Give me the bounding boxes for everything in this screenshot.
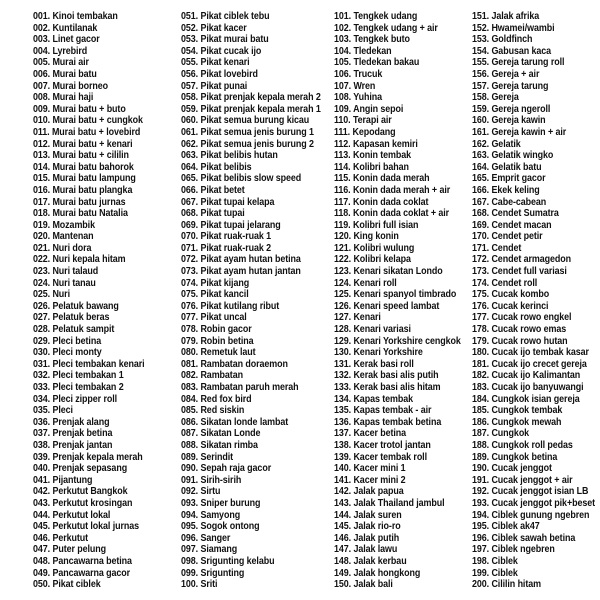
list-item: 163. Gelatik wingko xyxy=(472,150,554,162)
list-item: 177. Cucak rowo engkel xyxy=(472,312,572,324)
list-item: 066. Pikat betet xyxy=(181,184,245,196)
list-item: 162. Gelatik xyxy=(472,138,521,150)
list-item: 115. Konin dada merah xyxy=(334,173,430,185)
list-item: 155. Gereja tarung roll xyxy=(472,57,565,69)
list-item: 025. Nuri xyxy=(33,289,70,301)
list-item: 124. Kenari roll xyxy=(334,277,397,289)
list-item: 153. Goldfinch xyxy=(472,34,533,46)
list-column-1 xyxy=(33,11,163,591)
list-item: 082. Rambatan xyxy=(181,370,243,382)
list-item: 074. Pikat kijang xyxy=(181,277,250,289)
list-item: 161. Gereja kawin + air xyxy=(472,126,567,138)
list-item: 128. Kenari variasi xyxy=(334,324,411,336)
list-item: 032. Pleci tembakan 1 xyxy=(33,370,124,382)
list-column-2 xyxy=(181,11,343,591)
list-item: 174. Cendet roll xyxy=(472,277,538,289)
list-item: 152. Hwamei/wambi xyxy=(472,22,555,34)
list-item: 101. Tengkek udang xyxy=(334,11,418,22)
list-item: 142. Jalak papua xyxy=(334,486,404,498)
list-item: 039. Prenjak kepala merah xyxy=(33,451,143,463)
list-item: 042. Perkutut Bangkok xyxy=(33,486,128,498)
list-item: 068. Pikat tupai xyxy=(181,208,245,220)
list-item: 130. Kenari Yorkshire xyxy=(334,347,423,359)
list-item: 170. Cendet petir xyxy=(472,231,543,243)
list-item: 183. Cucak ijo banyuwangi xyxy=(472,382,584,393)
list-item: 013. Murai batu + cililin xyxy=(33,150,129,162)
list-item: 006. Murai batu xyxy=(33,68,97,80)
list-column-4 xyxy=(472,11,600,591)
list-item: 116. Konin dada merah + air xyxy=(334,184,451,196)
list-item: 125. Kenari spanyol timbrado xyxy=(334,289,457,301)
list-item: 010. Murai batu + cungkok xyxy=(33,115,143,127)
list-item: 147. Jalak lawu xyxy=(334,544,398,556)
list-item: 047. Puter pelung xyxy=(33,544,107,556)
list-item: 090. Sepah raja gacor xyxy=(181,463,272,475)
list-item: 132. Kerak basi alis putih xyxy=(334,370,439,382)
list-item: 043. Perkutut krosingan xyxy=(33,497,133,509)
list-item: 131. Kerak basi roll xyxy=(334,358,414,370)
list-item: 095. Sogok ontong xyxy=(181,521,260,533)
list-item: 156. Gereja + air xyxy=(472,68,540,80)
list-item: 058. Pikat prenjak kepala merah 2 xyxy=(181,92,321,104)
list-item: 056. Pikat lovebird xyxy=(181,68,258,80)
list-item: 102. Tengkek udang + air xyxy=(334,22,438,34)
list-item: 184. Cungkok isian gereja xyxy=(472,393,580,405)
list-item: 008. Murai haji xyxy=(33,92,94,104)
list-item: 038. Prenjak jantan xyxy=(33,439,113,451)
list-item: 016. Murai batu plangka xyxy=(33,184,133,196)
list-column-3 xyxy=(334,11,481,591)
list-item: 145. Jalak rio-ro xyxy=(334,521,401,533)
list-item: 050. Pikat ciblek xyxy=(33,579,101,591)
list-item: 160. Gereja kawin xyxy=(472,115,546,127)
list-item: 028. Pelatuk sampit xyxy=(33,324,115,336)
list-item: 036. Prenjak alang xyxy=(33,416,110,428)
list-item: 187. Cungkok xyxy=(472,428,530,440)
list-item: 024. Nuri tanau xyxy=(33,277,96,289)
list-item: 148. Jalak kerbau xyxy=(334,555,407,567)
list-item: 094. Samyong xyxy=(181,509,241,521)
list-item: 063. Pikat belibis hutan xyxy=(181,150,278,162)
list-item: 112. Kapasan kemiri xyxy=(334,138,418,150)
list-item: 048. Pancawarna betina xyxy=(33,555,132,567)
list-item: 017. Murai batu jurnas xyxy=(33,196,126,208)
list-item: 197. Ciblek ngebren xyxy=(472,544,555,556)
list-item: 080. Remetuk laut xyxy=(181,347,256,359)
list-item: 072. Pikat ayam hutan betina xyxy=(181,254,301,266)
list-item: 044. Perkutut lokal xyxy=(33,509,111,521)
list-item: 091. Sirih-sirih xyxy=(181,474,242,486)
list-item: 141. Kacer mini 2 xyxy=(334,474,406,486)
list-item: 079. Robin betina xyxy=(181,335,254,347)
list-item: 185. Cungkok tembak xyxy=(472,405,563,417)
list-item: 064. Pikat belibis xyxy=(181,161,252,173)
list-item: 035. Pleci xyxy=(33,405,73,417)
list-item: 081. Rambatan doraemon xyxy=(181,358,288,370)
list-item: 096. Sanger xyxy=(181,532,231,544)
list-item: 136. Kapas tembak betina xyxy=(334,416,442,428)
list-item: 107. Wren xyxy=(334,80,376,92)
list-item: 087. Sikatan Londe xyxy=(181,428,261,440)
list-item: 018. Murai batu Natalia xyxy=(33,208,128,220)
list-item: 026. Pelatuk bawang xyxy=(33,300,119,312)
list-item: 005. Murai air xyxy=(33,57,89,69)
list-item: 084. Red fox bird xyxy=(181,393,252,405)
list-item: 178. Cucak rowo emas xyxy=(472,324,567,336)
list-item: 067. Pikat tupai kelapa xyxy=(181,196,275,208)
list-item: 146. Jalak putih xyxy=(334,532,400,544)
list-item: 061. Pikat semua jenis burung 1 xyxy=(181,126,314,138)
list-item: 113. Konin tembak xyxy=(334,150,412,162)
list-item: 055. Pikat kenari xyxy=(181,57,250,69)
list-item: 073. Pikat ayam hutan jantan xyxy=(181,266,301,278)
list-item: 086. Sikatan londe lambat xyxy=(181,416,289,428)
list-item: 023. Nuri talaud xyxy=(33,266,99,278)
list-item: 139. Kacer tembak roll xyxy=(334,451,427,463)
list-item: 135. Kapas tembak - air xyxy=(334,405,432,417)
list-item: 077. Pikat uncal xyxy=(181,312,247,324)
list-item: 037. Prenjak betina xyxy=(33,428,113,440)
list-item: 137. Kacer betina xyxy=(334,428,407,440)
list-item: 144. Jalak suren xyxy=(334,509,402,521)
list-item: 122. Kolibri kelapa xyxy=(334,254,411,266)
list-item: 171. Cendet xyxy=(472,242,522,254)
list-item: 159. Gereja ngeroll xyxy=(472,103,551,115)
list-item: 089. Serindit xyxy=(181,451,234,463)
list-item: 104. Tledekan xyxy=(334,45,392,57)
list-item: 031. Pleci tembakan kenari xyxy=(33,358,145,370)
list-item: 065. Pikat belibis slow speed xyxy=(181,173,302,185)
list-item: 041. Pijantung xyxy=(33,474,93,486)
list-item: 012. Murai batu + kenari xyxy=(33,138,133,150)
list-item: 186. Cungkok mewah xyxy=(472,416,562,428)
list-item: 149. Jalak hongkong xyxy=(334,567,421,579)
list-item: 052. Pikat kacer xyxy=(181,22,247,34)
list-item: 140. Kacer mini 1 xyxy=(334,463,406,475)
list-item: 150. Jalak bali xyxy=(334,579,393,591)
list-item: 060. Pikat semua burung kicau xyxy=(181,115,310,127)
list-item: 200. Cililin hitam xyxy=(472,579,541,591)
list-item: 198. Ciblek xyxy=(472,555,518,567)
list-item: 069. Pikat tupai jelarang xyxy=(181,219,281,231)
list-item: 180. Cucak ijo tembak kasar xyxy=(472,347,589,359)
list-item: 098. Srigunting kelabu xyxy=(181,555,275,567)
list-item: 040. Prenjak sepasang xyxy=(33,463,128,475)
list-item: 158. Gereja xyxy=(472,92,519,104)
list-item: 093. Sniper burung xyxy=(181,497,261,509)
list-item: 099. Srigunting xyxy=(181,567,245,579)
list-item: 001. Kinoi tembakan xyxy=(33,11,118,22)
list-item: 127. Kenari xyxy=(334,312,381,324)
list-item: 114. Kolibri bahan xyxy=(334,161,409,173)
list-item: 014. Murai batu bahorok xyxy=(33,161,134,173)
list-item: 030. Pleci monty xyxy=(33,347,102,359)
list-item: 189. Cungkok betina xyxy=(472,451,558,463)
list-item: 151. Jalak afrika xyxy=(472,11,540,22)
list-item: 182. Cucak ijo Kalimantan xyxy=(472,370,581,382)
list-item: 118. Konin dada coklat + air xyxy=(334,208,450,220)
list-item: 191. Cucak jenggot + air xyxy=(472,474,573,486)
list-item: 172. Cendet armagedon xyxy=(472,254,572,266)
list-item: 075. Pikat kancil xyxy=(181,289,249,301)
list-item: 188. Cungkok roll pedas xyxy=(472,439,573,451)
list-item: 109. Angin sepoi xyxy=(334,103,404,115)
list-item: 003. Linet gacor xyxy=(33,34,100,46)
list-item: 103. Tengkek buto xyxy=(334,34,410,46)
list-item: 179. Cucak rowo hutan xyxy=(472,335,568,347)
list-item: 111. Kepodang xyxy=(334,126,396,138)
list-item: 049. Pancawarna gacor xyxy=(33,567,131,579)
list-item: 173. Cendet full variasi xyxy=(472,266,567,278)
list-item: 126. Kenari speed lambat xyxy=(334,300,440,312)
list-item: 020. Mantenan xyxy=(33,231,94,243)
list-item: 110. Terapi air xyxy=(334,115,392,127)
list-item: 165. Emprit gacor xyxy=(472,173,546,185)
list-item: 009. Murai batu + buto xyxy=(33,103,126,115)
list-item: 045. Perkutut lokal jurnas xyxy=(33,521,140,533)
list-item: 106. Trucuk xyxy=(334,68,383,80)
list-item: 053. Pikat murai batu xyxy=(181,34,269,46)
list-item: 004. Lyrebird xyxy=(33,45,88,57)
list-item: 092. Sirtu xyxy=(181,486,221,498)
list-item: 100. Sriti xyxy=(181,579,218,591)
list-item: 195. Ciblek ak47 xyxy=(472,521,540,533)
list-item: 097. Siamang xyxy=(181,544,238,556)
list-item: 168. Cendet Sumatra xyxy=(472,208,559,220)
list-item: 083. Rambatan paruh merah xyxy=(181,382,299,393)
list-item: 133. Kerak basi alis hitam xyxy=(334,382,441,393)
list-item: 054. Pikat cucak ijo xyxy=(181,45,262,57)
list-item: 046. Perkutut xyxy=(33,532,89,544)
list-item: 105. Tledekan bakau xyxy=(334,57,420,69)
list-item: 123. Kenari sikatan Londo xyxy=(334,266,443,278)
list-item: 196. Ciblek sawah betina xyxy=(472,532,576,544)
list-item: 117. Konin dada coklat xyxy=(334,196,429,208)
list-item: 078. Robin gacor xyxy=(181,324,252,336)
list-item: 057. Pikat punai xyxy=(181,80,248,92)
list-item: 022. Nuri kepala hitam xyxy=(33,254,126,266)
list-item: 175. Cucak kombo xyxy=(472,289,550,301)
list-item: 157. Gereja tarung xyxy=(472,80,549,92)
list-item: 190. Cucak jenggot xyxy=(472,463,552,475)
list-item: 194. Ciblek gunung ngebren xyxy=(472,509,590,521)
list-item: 034. Pleci zipper roll xyxy=(33,393,118,405)
list-item: 019. Mozambik xyxy=(33,219,95,231)
list-item: 076. Pikat kutilang ribut xyxy=(181,300,280,312)
list-item: 193. Cucak jenggot pik+beset xyxy=(472,497,595,509)
list-item: 033. Pleci tembakan 2 xyxy=(33,382,124,393)
list-item: 051. Pikat ciblek tebu xyxy=(181,11,270,22)
list-item: 167. Cabe-cabean xyxy=(472,196,547,208)
list-item: 176. Cucak kerinci xyxy=(472,300,549,312)
list-item: 134. Kapas tembak xyxy=(334,393,414,405)
list-item: 154. Gabusan kaca xyxy=(472,45,552,57)
list-item: 071. Pikat ruak-ruak 2 xyxy=(181,242,272,254)
list-item: 011. Murai batu + lovebird xyxy=(33,126,141,138)
list-item: 027. Pelatuk beras xyxy=(33,312,110,324)
list-item: 021. Nuri dora xyxy=(33,242,92,254)
list-item: 059. Pikat prenjak kepala merah 1 xyxy=(181,103,321,115)
list-item: 192. Cucak jenggot isian LB xyxy=(472,486,589,498)
list-item: 121. Kolibri wulung xyxy=(334,242,415,254)
list-item: 070. Pikat ruak-ruak 1 xyxy=(181,231,272,243)
list-item: 129. Kenari Yorkshire cengkok xyxy=(334,335,461,347)
list-item: 164. Gelatik batu xyxy=(472,161,542,173)
list-item: 120. King konin xyxy=(334,231,399,243)
list-item: 166. Ekek keling xyxy=(472,184,540,196)
list-item: 085. Red siskin xyxy=(181,405,245,417)
list-item: 143. Jalak Thailand jambul xyxy=(334,497,445,509)
list-item: 029. Pleci betina xyxy=(33,335,102,347)
list-item: 199. Ciblek xyxy=(472,567,518,579)
list-item: 015. Murai batu lampung xyxy=(33,173,136,185)
list-item: 002. Kuntilanak xyxy=(33,22,98,34)
list-item: 007. Murai borneo xyxy=(33,80,109,92)
list-item: 119. Kolibri full isian xyxy=(334,219,419,231)
list-item: 181. Cucak ijo crecet gereja xyxy=(472,358,587,370)
list-item: 088. Sikatan rimba xyxy=(181,439,258,451)
list-item: 108. Yuhina xyxy=(334,92,383,104)
list-item: 062. Pikat semua jenis burung 2 xyxy=(181,138,314,150)
list-item: 138. Kacer trotol jantan xyxy=(334,439,431,451)
list-item: 169. Cendet macan xyxy=(472,219,552,231)
